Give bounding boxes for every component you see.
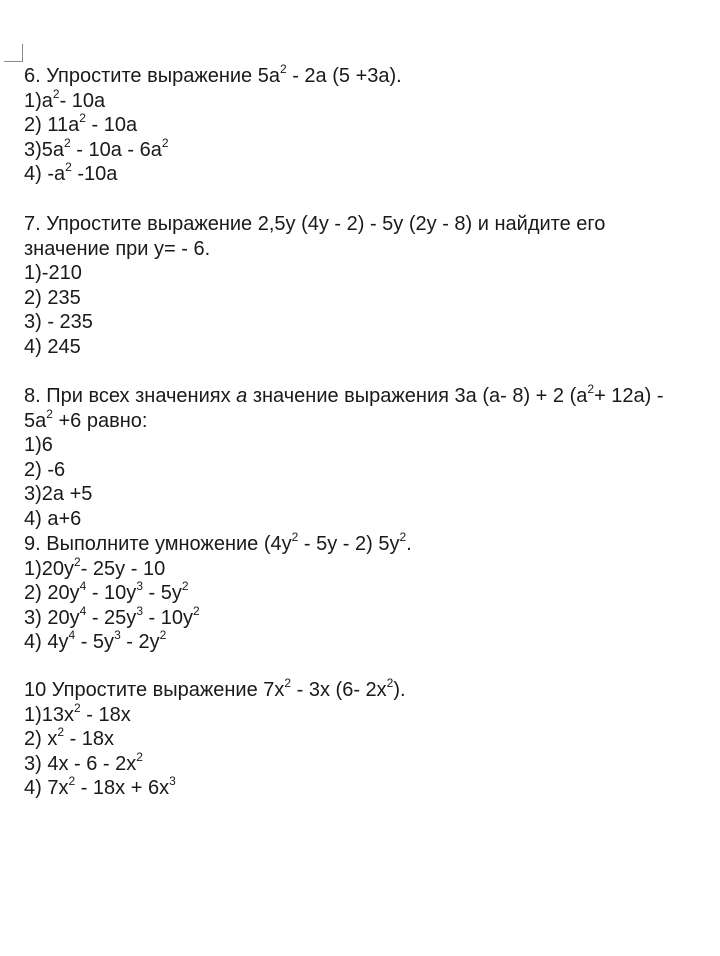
question-8-stem: 8. При всех значениях a значение выражения 3a (a- 8) + 2 $(a^2+ 12a)$ - [24, 382, 664, 407]
answer-option: 3) - 235 [24, 311, 93, 334]
answer-option: 2) $20y^4 - 10y^3 - 5y^2$ [24, 579, 189, 605]
margin-corner-mark [4, 61, 23, 62]
answer-option: 1)6 [24, 434, 53, 457]
answer-option: 4) $7x^2 - 18x + 6x^3$ [24, 774, 176, 800]
answer-option: 3) $4x - 6 - 2x^2$ [24, 749, 143, 775]
answer-option: $3)5a^2 - 10a - 6a^2$ [24, 135, 169, 161]
answer-option: $1)a^2-$ 10a [24, 86, 106, 112]
answer-option: 4) $4y^4 - 5y^3 - 2y^2$ [24, 628, 167, 654]
answer-option: $1)20y^2-$ 25y - 10 [24, 554, 166, 580]
question-10 [24, 678, 716, 801]
answer-option: 4) a+6 [24, 507, 82, 530]
margin-corner-mark [22, 44, 23, 62]
answer-option: 2) $11a^2 - 10a$ [24, 111, 138, 137]
answer-option: 3) $20y^4 - 25y^3 - 10y^2$ [24, 603, 200, 629]
answer-option: 3)2a +5 [24, 483, 93, 506]
question-10-stem: 10 Упростите выражение $7x^2 - 3x$ (6- $2x^2$). [24, 676, 406, 701]
answer-option: 2) -6 [24, 458, 66, 481]
answer-option: 2) $x^2 - 18x$ [24, 725, 115, 751]
answer-option: 4) 245 [24, 335, 81, 358]
question-7 [24, 212, 716, 360]
question-6-stem: 6. Упростите выражение $5a^2 - 2a$ (5 +3a). [24, 62, 402, 87]
answer-option: $1)13x^2 - 18x$ [24, 700, 131, 726]
question-9-stem: 9. Выполните умножение $(4y^2 - 5y - 2)$ $5y^2$. [24, 530, 412, 555]
answer-option: 2) 235 [24, 286, 81, 309]
question-8 [24, 384, 716, 532]
question-6 [24, 64, 716, 187]
answer-option: 4) $-a^2$ -10a [24, 160, 118, 186]
question-8-stem-cont: $5a^2 +6$ равно: [24, 406, 148, 432]
question-7-stem: 7. Упростите выражение 2,5y (4y - 2) - 5y (2y - 8) и найдите его [24, 213, 606, 235]
question-9 [24, 532, 716, 655]
answer-option: 1)-210 [24, 262, 82, 285]
question-7-stem-cont: значение при y= - 6. [24, 237, 211, 260]
